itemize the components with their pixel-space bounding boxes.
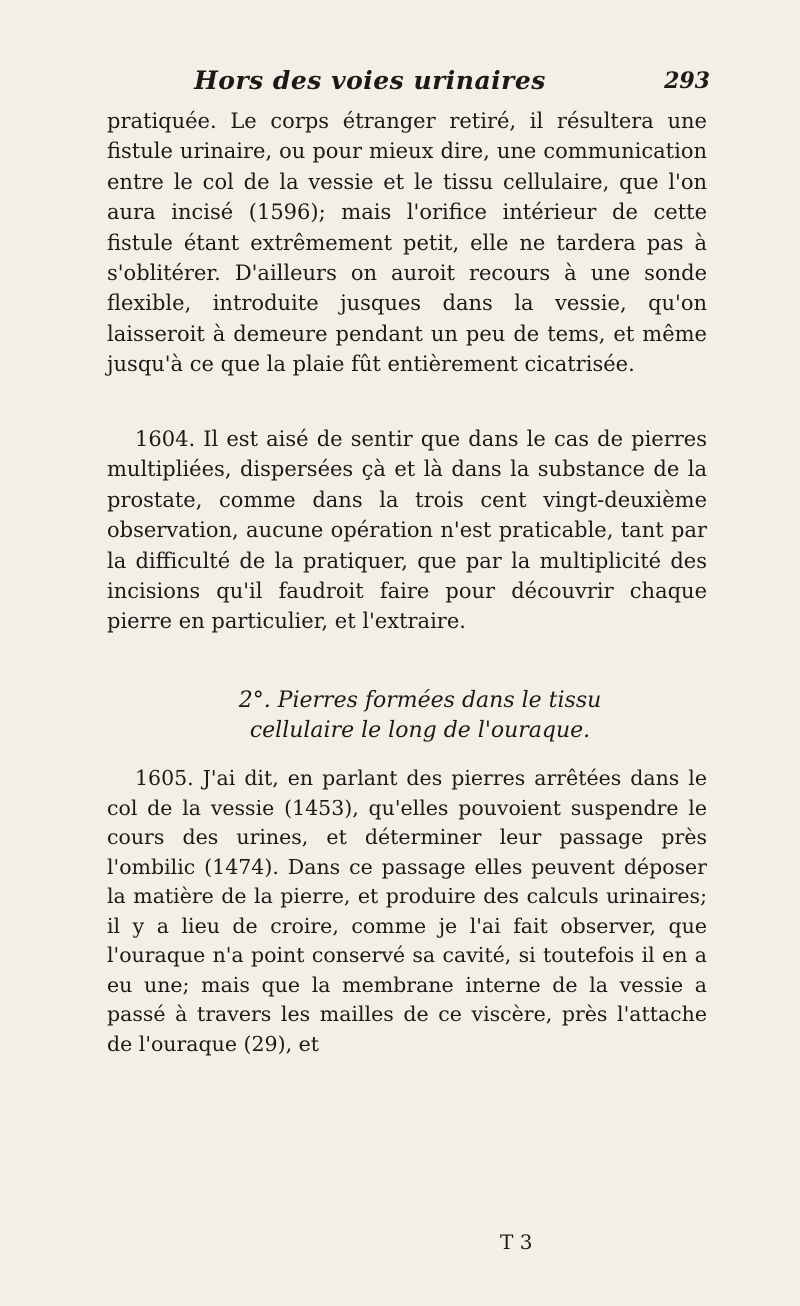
page-number: 293 [664,68,710,94]
paragraph-continuation: pratiquée. Le corps étranger retiré, il résultera une fistule urinaire, ou pour mieux dire, une communication entre le col de la vessie et le tissu cellulaire, que l'on aura incisé (1596); mais l'orifice intérieur de cette fistule étant extrêmement petit, elle ne tardera pas à s'oblitérer. D'ailleurs on auroit recours à une sonde flexible, introduite jusques dans la vessie, qu'on laisseroit à demeure pendant un peu de tems, et même jusqu'à ce que la plaie fût entièrement cicatrisée. [107,109,707,377]
paragraph-1605: 1605. J'ai dit, en parlant des pierres arrêtées dans le col de la vessie (1453), qu'elles pouvoient suspendre le cours des urines, et déterminer leur passage près l'ombilic (1474). Dans ce passage elles peuvent déposer la matière de la pierre, et produire des calculs urinaires; il y a lieu de croire, comme je l'ai fait observer, que l'ouraque n'a point conservé sa cavité, si toutefois il en a eu une; mais que la membrane interne de la vessie a passé à travers les mailles de ce viscère, près l'attache de l'ouraque (29), et [107,766,707,1056]
paragraph-1604: 1604. Il est aisé de sentir que dans le cas de pierres multipliées, dispersées çà et là dans la substance de la prostate, comme dans la trois cent vingt-deuxième observation, aucune opération n'est praticable, tant par la difficulté de la pratiquer, que par la multiplicité des incisions qu'il faudroit faire pour découvrir chaque pierre en particulier, et l'extraire. [107,427,707,634]
running-title: Hors des voies urinaires [194,66,546,95]
running-header [0,64,800,104]
signature-mark: T 3 [500,1230,533,1254]
section-heading: 2°. Pierres formées dans le tissu cellulaire le long de l'ouraque. [238,688,602,743]
